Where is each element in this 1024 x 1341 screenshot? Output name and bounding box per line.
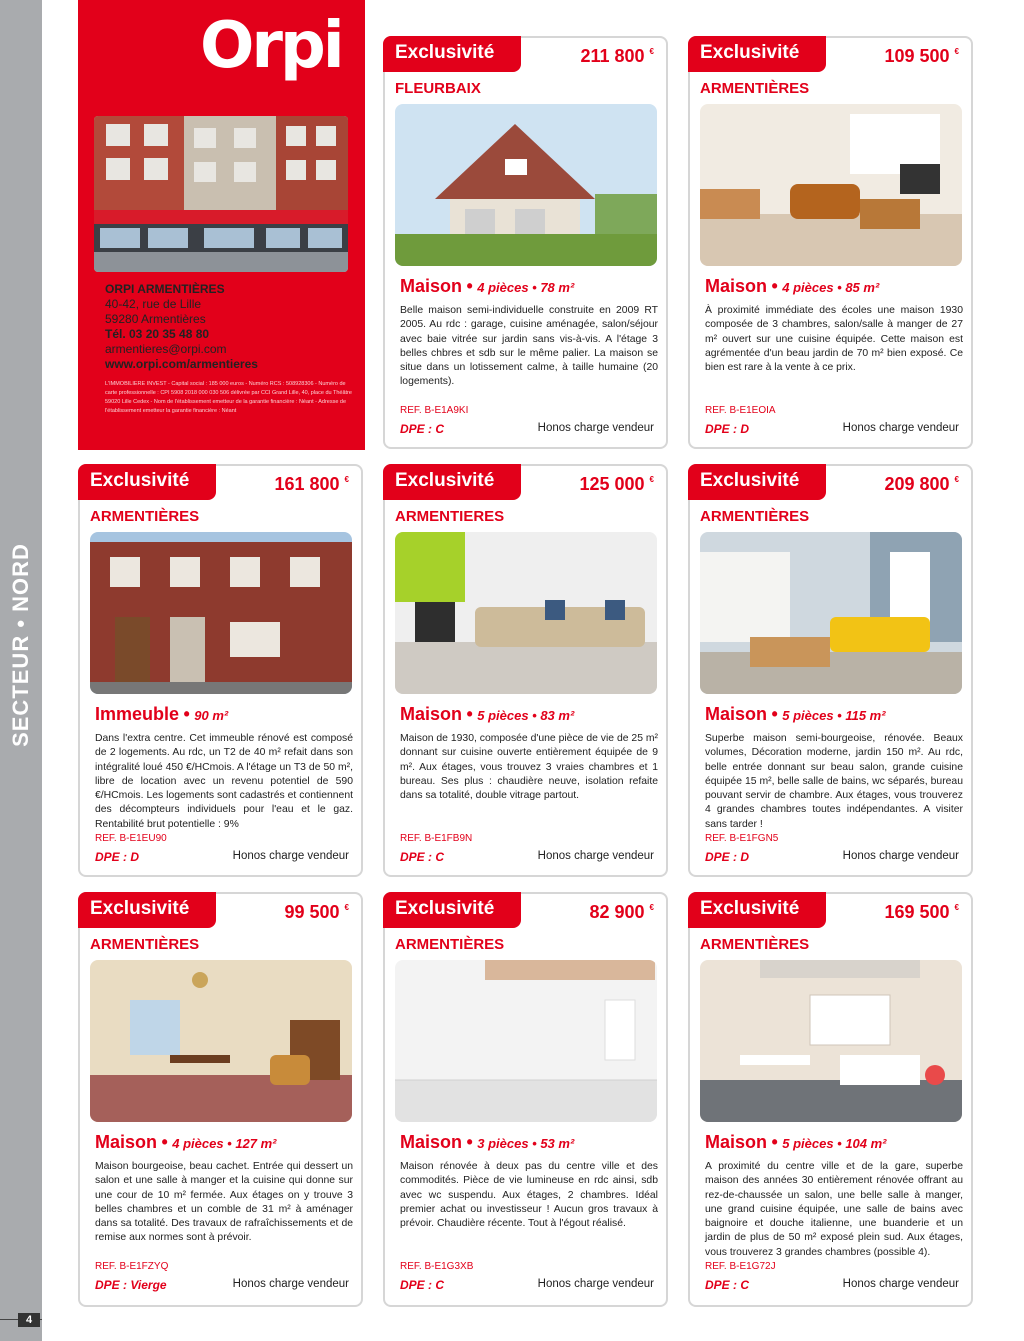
listing-city: ARMENTIÈRES bbox=[700, 936, 810, 953]
listing-description: Maison de 1930, composée d'une pièce de vie de 25 m² donnant sur cuisine ouverte entièrement équipée de 9 m². Aux étages, vous trouvez 3 vraies chambres et 1 bureau. Ses plus : chaudière neuve, isolation refaite dans sa totalité, double vitrage partout. bbox=[400, 733, 658, 802]
property-type: Maison bbox=[705, 704, 768, 724]
currency-symbol: € bbox=[954, 475, 959, 484]
listing-card-3[interactable] bbox=[78, 464, 363, 877]
listing-ref: REF. B-E1G3XB bbox=[400, 1261, 474, 1272]
agency-address-street: 40-42, rue de Lille bbox=[105, 297, 202, 311]
listing-description: Superbe maison semi-bourgeoise, rénovée. Beaux volumes, Décoration moderne, jardin 150 m². Au rdc, belle entrée donnant sur beau salon, grande cuisine équipée 15 m², belle salle de bains, wc séparés, bureau pouvant servir de chambre. Aux étages, vous trouverez 4 grandes chambres toutes indépendantes. A visiter sans tarder ! bbox=[705, 733, 963, 830]
listing-city: ARMENTIÈRES bbox=[90, 508, 200, 525]
exclusivity-badge: Exclusivité bbox=[688, 36, 826, 72]
price-value: 209 800 bbox=[884, 474, 950, 494]
listing-headline bbox=[95, 1132, 277, 1153]
listing-city: ARMENTIÈRES bbox=[700, 508, 810, 525]
exclusivity-badge: Exclusivité bbox=[688, 892, 826, 928]
listing-price bbox=[884, 474, 959, 495]
listing-ref: REF. B-E1FB9N bbox=[400, 833, 473, 844]
listing-city: FLEURBAIX bbox=[395, 80, 481, 97]
headline-separator: • bbox=[771, 1132, 778, 1152]
listing-headline bbox=[400, 1132, 574, 1153]
headline-separator: • bbox=[183, 704, 190, 724]
energy-rating: DPE : C bbox=[705, 1278, 750, 1292]
price-value: 161 800 bbox=[274, 474, 340, 494]
listing-card-7[interactable] bbox=[383, 892, 668, 1307]
energy-rating: DPE : C bbox=[400, 850, 445, 864]
listing-ref: REF. B-E1EU90 bbox=[95, 833, 167, 844]
fees-note: Honos charge vendeur bbox=[537, 850, 654, 862]
fees-note: Honos charge vendeur bbox=[842, 1278, 959, 1290]
agency-storefront-photo bbox=[94, 116, 348, 272]
agency-phone[interactable]: Tél. 03 20 35 48 80 bbox=[105, 327, 210, 341]
price-value: 99 500 bbox=[284, 902, 340, 922]
property-details: 4 pièces • 78 m² bbox=[477, 280, 575, 295]
exclusivity-badge: Exclusivité bbox=[688, 464, 826, 500]
property-type: Maison bbox=[400, 1132, 463, 1152]
listing-description: À proximité immédiate des écoles une maison 1930 composée de 3 chambres, salon/salle à manger de 27 m² ouvert sur une cuisine équipée. Cette maison est agrémentée d'un beau jardin de 70 m² bien exposé. Ce bien est rare à la vente à ce prix. bbox=[705, 305, 963, 374]
property-type: Maison bbox=[400, 704, 463, 724]
property-type: Maison bbox=[95, 1132, 158, 1152]
property-details: 4 pièces • 85 m² bbox=[782, 280, 880, 295]
listing-card-5[interactable] bbox=[688, 464, 973, 877]
energy-rating: DPE : C bbox=[400, 422, 445, 436]
agency-email[interactable]: armentieres@orpi.com bbox=[105, 342, 227, 356]
listing-city: ARMENTIERES bbox=[395, 508, 505, 525]
currency-symbol: € bbox=[649, 475, 654, 484]
listing-headline bbox=[400, 704, 574, 725]
fees-note: Honos charge vendeur bbox=[537, 1278, 654, 1290]
exclusivity-badge: Exclusivité bbox=[383, 892, 521, 928]
property-details: 90 m² bbox=[194, 708, 229, 723]
listing-headline bbox=[95, 704, 228, 725]
property-details: 5 pièces • 104 m² bbox=[782, 1136, 887, 1151]
energy-rating: DPE : D bbox=[705, 422, 750, 436]
currency-symbol: € bbox=[649, 47, 654, 56]
fees-note: Honos charge vendeur bbox=[232, 850, 349, 862]
energy-rating: DPE : D bbox=[95, 850, 140, 864]
listing-headline bbox=[705, 704, 886, 725]
fees-note: Honos charge vendeur bbox=[842, 850, 959, 862]
property-details: 5 pièces • 83 m² bbox=[477, 708, 575, 723]
fees-note: Honos charge vendeur bbox=[537, 422, 654, 434]
listing-card-6[interactable] bbox=[78, 892, 363, 1307]
listing-city: ARMENTIÈRES bbox=[700, 80, 810, 97]
agency-legal-notice: L'IMMOBILIERE INVEST - Capital social : 185 000 euros - Numéro RCS : 508928306 - Numéro de carte professionnelle : CPI 5908 2018 000 030 506 délivrée par CCI Grand Lille, 40, place du Théâtre 59020 Lille Cedex - Nom de l'établissement emetteur de la garantie financière : Néant - Adresse de l'établissement emetteur la garantie financière : Néant bbox=[105, 381, 352, 414]
listing-description: Dans l'extra centre. Cet immeuble rénové est composé de 2 logements. Au rdc, un T2 de 40 m² refait dans son intégralité loué 450 €/HCmois. A l'étage un T3 de 50 m², libre de location avec un revenu potentiel de 590 €/HCmois. Les logements sont cadastrés et contiennent des décompteurs individuels pour l'eau et le gaz. Rentabilité brut potentielle : 9% bbox=[95, 733, 353, 830]
house-exterior-photo[interactable] bbox=[395, 104, 657, 266]
exclusivity-badge: Exclusivité bbox=[383, 464, 521, 500]
listing-ref: REF. B-E1EOIA bbox=[705, 405, 776, 416]
lounge-sofa-photo[interactable] bbox=[395, 532, 657, 694]
price-value: 169 500 bbox=[884, 902, 950, 922]
sector-label: SECTEUR • NORD bbox=[8, 543, 33, 747]
agency-website[interactable]: www.orpi.com/armentieres bbox=[105, 357, 258, 371]
living-room-photo[interactable] bbox=[700, 104, 962, 266]
listing-price bbox=[884, 902, 959, 923]
listing-price bbox=[589, 902, 654, 923]
listing-price bbox=[579, 474, 654, 495]
listing-description: Belle maison semi-individuelle construite en 2009 RT 2005. Au rdc : garage, cuisine aménagée, salon/séjour avec baie vitrée sur jardin sans vis-à-vis. A l'étage 3 belles chbres et sdb sur le même palier. La maison se situe dans un lotissement calme, à taille humaine (20 logements). bbox=[400, 305, 658, 388]
listing-description: A proximité du centre ville et de la gare, superbe maison des années 30 entièrement rénovée offrant au rez-de-chaussée un salon, une belle salle à manger, une grand cuisine équipée, une salle de bains avec baignoire et douche italienne, une buanderie et un jardin de plus de 50 m² exposé plein sud. Aux étages, vous trouverez 3 grandes chambres (possible 4). bbox=[705, 1161, 963, 1258]
fees-note: Honos charge vendeur bbox=[842, 422, 959, 434]
listing-card-8[interactable] bbox=[688, 892, 973, 1307]
listing-card-4[interactable] bbox=[383, 464, 668, 877]
empty-white-room-photo[interactable] bbox=[395, 960, 657, 1122]
listing-city: ARMENTIÈRES bbox=[90, 936, 200, 953]
listing-city: ARMENTIÈRES bbox=[395, 936, 505, 953]
energy-rating: DPE : D bbox=[705, 850, 750, 864]
property-details: 3 pièces • 53 m² bbox=[477, 1136, 575, 1151]
price-value: 125 000 bbox=[579, 474, 645, 494]
currency-symbol: € bbox=[954, 903, 959, 912]
listing-headline bbox=[400, 276, 574, 297]
headline-separator: • bbox=[466, 1132, 473, 1152]
listing-price bbox=[284, 902, 349, 923]
price-value: 109 500 bbox=[884, 46, 950, 66]
currency-symbol: € bbox=[649, 903, 654, 912]
exclusivity-badge: Exclusivité bbox=[78, 464, 216, 500]
bourgeois-dining-photo[interactable] bbox=[90, 960, 352, 1122]
listing-price bbox=[884, 46, 959, 67]
energy-rating: DPE : Vierge bbox=[95, 1278, 167, 1292]
price-value: 82 900 bbox=[589, 902, 645, 922]
sector-sidebar bbox=[0, 0, 42, 1341]
headline-separator: • bbox=[771, 276, 778, 296]
listing-price bbox=[580, 46, 654, 67]
white-dining-room-photo[interactable] bbox=[700, 960, 962, 1122]
brick-building-photo[interactable] bbox=[90, 532, 352, 694]
yellow-sofa-salon-photo[interactable] bbox=[700, 532, 962, 694]
listing-description: Maison rénovée à deux pas du centre ville et des commodités. Pièce de vie lumineuse en rdc ainsi, sdb avec wc suspendu. Aux étages, 2 chambres. Idéal premier achat ou investisseur ! Aucun gros travaux à prévoir. Chaudière récente. Tout à l'égout réalisé. bbox=[400, 1161, 658, 1230]
price-value: 211 800 bbox=[580, 46, 645, 66]
currency-symbol: € bbox=[344, 903, 349, 912]
listing-card-1[interactable] bbox=[383, 36, 668, 449]
exclusivity-badge: Exclusivité bbox=[383, 36, 521, 72]
listing-ref: REF. B-E1A9KI bbox=[400, 405, 469, 416]
property-type: Maison bbox=[705, 1132, 768, 1152]
property-type: Immeuble bbox=[95, 704, 180, 724]
agency-contact bbox=[105, 282, 355, 416]
agency-name: ORPI ARMENTIÈRES bbox=[105, 282, 225, 296]
property-details: 5 pièces • 115 m² bbox=[782, 708, 886, 723]
listing-ref: REF. B-E1G72J bbox=[705, 1261, 776, 1272]
exclusivity-badge: Exclusivité bbox=[78, 892, 216, 928]
listing-headline bbox=[705, 1132, 887, 1153]
page-number: 4 bbox=[18, 1313, 40, 1327]
listing-ref: REF. B-E1FZYQ bbox=[95, 1261, 169, 1272]
property-type: Maison bbox=[400, 276, 463, 296]
listing-headline bbox=[705, 276, 879, 297]
currency-symbol: € bbox=[954, 47, 959, 56]
fees-note: Honos charge vendeur bbox=[232, 1278, 349, 1290]
headline-separator: • bbox=[771, 704, 778, 724]
energy-rating: DPE : C bbox=[400, 1278, 445, 1292]
property-type: Maison bbox=[705, 276, 768, 296]
listing-ref: REF. B-E1FGN5 bbox=[705, 833, 779, 844]
agency-address-city: 59280 Armentières bbox=[105, 312, 206, 326]
headline-separator: • bbox=[161, 1132, 168, 1152]
property-details: 4 pièces • 127 m² bbox=[172, 1136, 277, 1151]
listing-card-2[interactable] bbox=[688, 36, 973, 449]
listing-description: Maison bourgeoise, beau cachet. Entrée qui dessert un salon et une salle à manger et la cuisine qui donne sur une cour de 10 m² fermée. Aux étages on y trouve 3 belles chambres et un comble de 31 m² à aménager dans sa totalité. Des travaux de rafraîchissements et de remise aux normes sont à prévoir. bbox=[95, 1161, 353, 1244]
listing-price bbox=[274, 474, 349, 495]
currency-symbol: € bbox=[344, 475, 349, 484]
headline-separator: • bbox=[466, 276, 473, 296]
orpi-logo: Orpi bbox=[200, 9, 342, 83]
headline-separator: • bbox=[466, 704, 473, 724]
